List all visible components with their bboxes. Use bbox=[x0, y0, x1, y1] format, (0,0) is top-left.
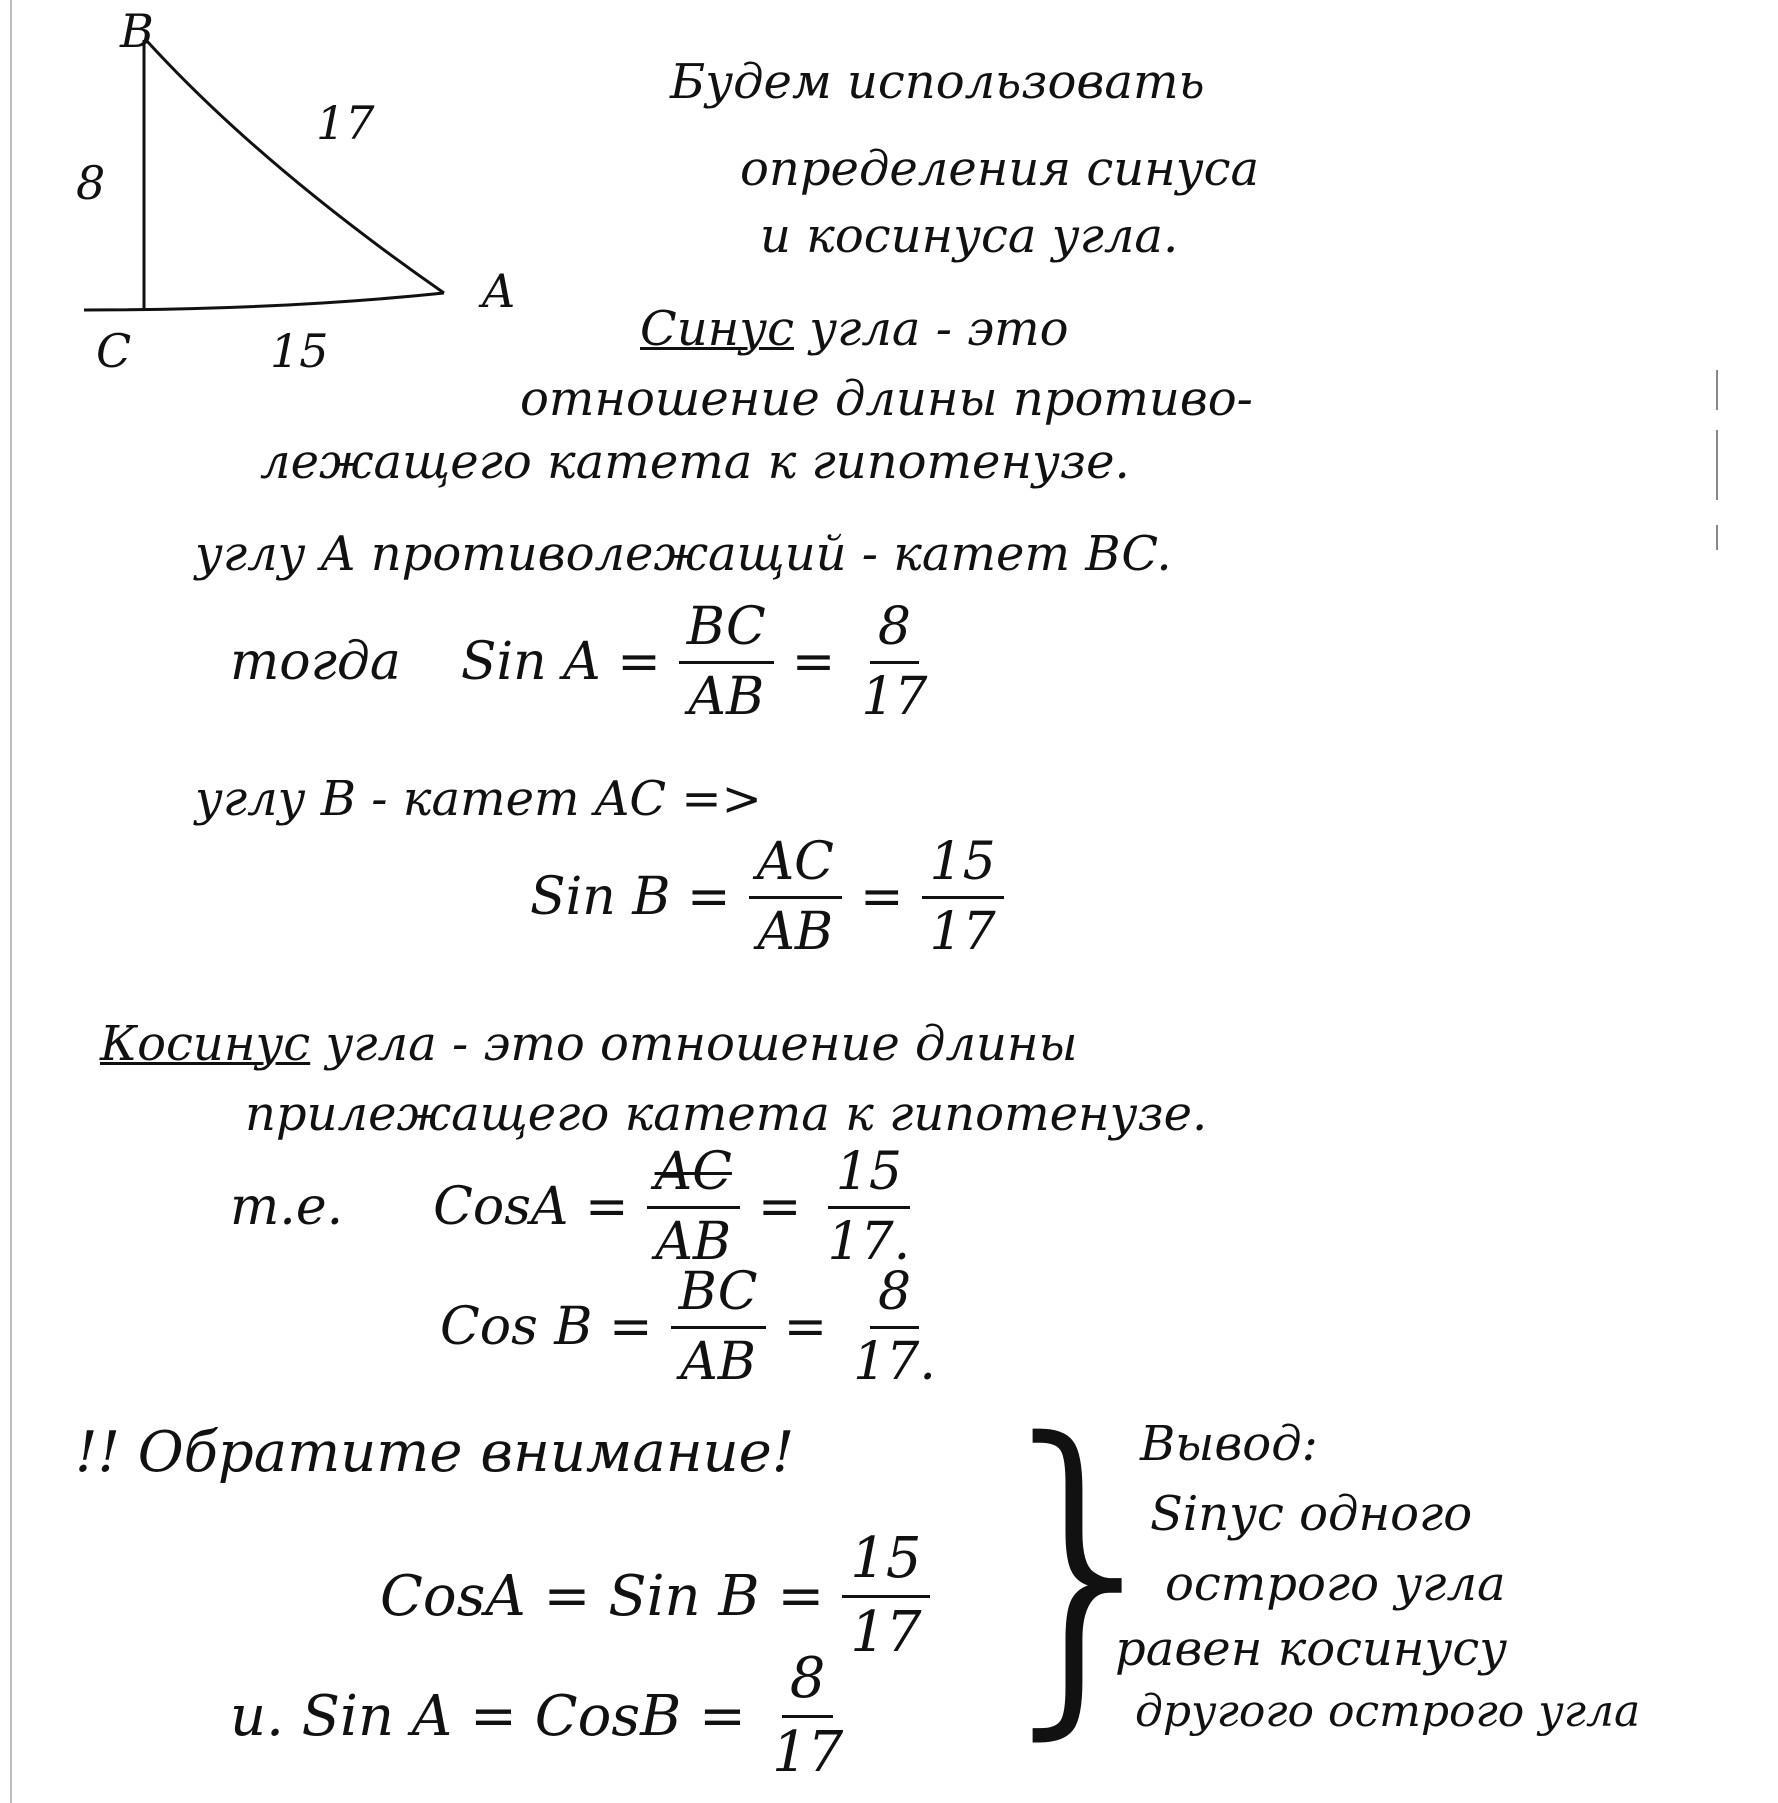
conclusion-heading: Вывод: bbox=[1140, 1416, 1318, 1472]
conclusion-line-4: другого острого угла bbox=[1135, 1686, 1641, 1737]
sin-b-eq: = bbox=[859, 867, 904, 928]
result-2-value-num: 8 bbox=[782, 1650, 834, 1718]
sin-b-ratio bbox=[749, 832, 842, 962]
sine-definition-line-2: отношение длины противо- bbox=[520, 371, 1253, 427]
cos-b-value bbox=[845, 1262, 944, 1392]
sin-a-value-den: 17 bbox=[861, 666, 928, 727]
cos-a-value-num: 15 bbox=[828, 1145, 910, 1209]
conclusion-line-2: острого угла bbox=[1165, 1556, 1506, 1612]
page-edge bbox=[10, 0, 12, 1803]
result-1-value-num: 15 bbox=[842, 1530, 929, 1598]
result-2-value-den: 17 bbox=[771, 1719, 844, 1785]
sin-b-ratio-num: AC bbox=[749, 835, 842, 899]
curly-brace: } bbox=[975, 1372, 1192, 1768]
vertex-a-label: A bbox=[482, 264, 516, 318]
sin-a-ratio-num: BC bbox=[679, 600, 774, 664]
cos-a-ratio-den: AB bbox=[655, 1211, 732, 1272]
side-ca-label: 15 bbox=[270, 324, 329, 378]
sin-a-equation bbox=[230, 597, 954, 727]
cos-b-eq: = bbox=[783, 1297, 828, 1358]
sin-b-value bbox=[922, 832, 1004, 962]
result-2-value bbox=[764, 1646, 851, 1785]
sin-a-ratio-den: AB bbox=[688, 666, 765, 727]
cos-b-lhs: Cos B = bbox=[440, 1297, 653, 1358]
cosine-term: Косинус bbox=[100, 1016, 311, 1072]
sin-b-value-den: 17 bbox=[929, 901, 996, 962]
result-1-value bbox=[842, 1526, 929, 1665]
attention-note: !! Обратите внимание! bbox=[75, 1420, 795, 1485]
cosine-definition-line-1 bbox=[100, 1016, 1078, 1072]
cosine-def-rest: угла - это отношение длины bbox=[310, 1016, 1078, 1072]
cos-a-lead: т.е. bbox=[230, 1177, 344, 1238]
margin-mark-2 bbox=[1716, 430, 1718, 500]
cos-a-value-den: 17. bbox=[827, 1211, 911, 1272]
cos-b-ratio-num: BC bbox=[671, 1265, 766, 1329]
side-ca bbox=[84, 293, 444, 310]
sine-definition-line-3: лежащего катета к гипотенузе. bbox=[260, 434, 1130, 490]
intro-line-2: определения синуса bbox=[740, 141, 1260, 197]
conclusion-line-1: Sinус одного bbox=[1150, 1486, 1473, 1542]
result-1-expr: CosA = Sin B = bbox=[380, 1563, 825, 1629]
result-equation-2 bbox=[230, 1646, 869, 1785]
cos-a-eq: = bbox=[757, 1177, 802, 1238]
side-bc-label: 8 bbox=[76, 156, 106, 210]
sin-a-lhs: Sin A = bbox=[460, 632, 661, 693]
sin-a-value bbox=[853, 597, 935, 727]
result-2-expr: и. Sin A = CosB = bbox=[230, 1683, 746, 1749]
cosine-definition-line-2: прилежащего катета к гипотенузе. bbox=[245, 1086, 1208, 1142]
cos-b-ratio bbox=[671, 1262, 766, 1392]
cos-b-value-den: 17. bbox=[853, 1331, 936, 1392]
cos-b-ratio-den: AB bbox=[680, 1331, 756, 1392]
vertex-b-label: B bbox=[120, 4, 154, 58]
result-1-value-den: 17 bbox=[850, 1599, 922, 1665]
cos-b-equation bbox=[440, 1262, 962, 1392]
side-ab-label: 17 bbox=[316, 96, 375, 150]
cos-a-equation bbox=[230, 1142, 936, 1272]
result-equation-1 bbox=[380, 1526, 948, 1665]
vertex-c-label: C bbox=[96, 324, 132, 378]
angle-a-opposite-line: углу A противолежащий - катет BC. bbox=[195, 526, 1172, 582]
sine-term: Синус bbox=[640, 301, 794, 357]
cos-a-ratio-num: AC bbox=[647, 1145, 740, 1209]
sin-a-ratio bbox=[679, 597, 774, 727]
cos-a-ratio bbox=[647, 1142, 740, 1272]
side-ab bbox=[146, 40, 444, 293]
intro-line-1: Будем использовать bbox=[670, 54, 1205, 110]
sin-a-value-num: 8 bbox=[870, 600, 919, 664]
sin-a-eq: = bbox=[791, 632, 836, 693]
intro-line-3: и косинуса угла. bbox=[760, 208, 1179, 264]
cos-a-lhs: CosA = bbox=[433, 1177, 629, 1238]
angle-b-line: углу B - катет AC => bbox=[195, 771, 762, 827]
sine-def-rest: угла - это bbox=[793, 301, 1069, 357]
sin-b-equation bbox=[530, 832, 1022, 962]
conclusion-line-3: равен косинусу bbox=[1115, 1621, 1508, 1677]
cos-a-value bbox=[820, 1142, 919, 1272]
cos-b-value-num: 8 bbox=[870, 1265, 919, 1329]
sin-b-lhs: Sin B = bbox=[530, 867, 731, 928]
margin-mark-3 bbox=[1716, 525, 1718, 550]
margin-mark-1 bbox=[1716, 370, 1718, 410]
sine-definition-line-1 bbox=[640, 301, 1069, 357]
sin-a-lead: тогда bbox=[230, 632, 401, 693]
sin-b-ratio-den: AB bbox=[757, 901, 834, 962]
sin-b-value-num: 15 bbox=[922, 835, 1004, 899]
